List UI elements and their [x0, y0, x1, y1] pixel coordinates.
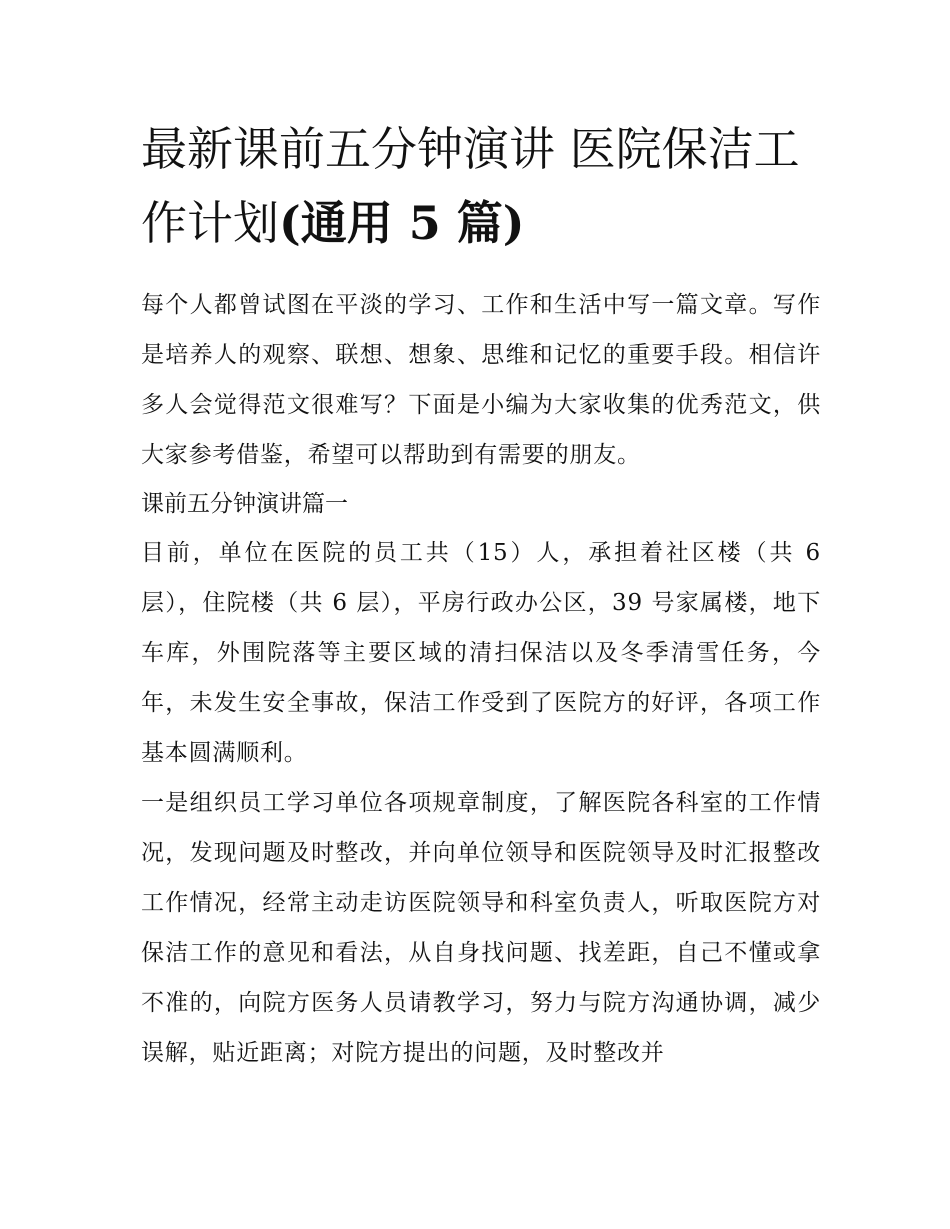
document-title: [141, 112, 821, 260]
intro-paragraph: 每个人都曾试图在平淡的学习、工作和生活中写一篇文章。写作是培养人的观察、联想、想象、思维和记忆的重要手段。相信许多人会觉得范文很难写？下面是小编为大家收集的优秀范文，供大家参考借鉴，希望可以帮助到有需要的朋友。: [141, 292, 821, 468]
section-heading: 课前五分钟演讲篇一: [141, 491, 348, 517]
body-paragraph-1: 目前，单位在医院的员工共（15）人，承担着社区楼（共 6 层），住院楼（共 6 层），平房行政办公区，39 号家属楼，地下车库，外围院落等主要区域的清扫保洁以及冬季清雪任务，今年，未发生安全事故，保洁工作受到了医院方的好评，各项工作基本圆满顺利。: [141, 540, 821, 766]
document-page: [141, 112, 821, 1078]
document-title-main: 最新课前五分钟演讲 医院保洁工作计划: [141, 122, 800, 250]
document-title-suffix: (通用 5 篇): [279, 196, 525, 250]
body-paragraph-2: 一是组织员工学习单位各项规章制度，了解医院各科室的工作情况，发现问题及时整改，并向单位领导和医院领导及时汇报整改工作情况，经常主动走访医院领导和科室负责人，听取医院方对保洁工作的意见和看法，从自身找问题、找差距，自己不懂或拿不准的，向院方医务人员请教学习，努力与院方沟通协调，减少误解，贴近距离；对院方提出的问题，及时整改并: [141, 790, 821, 1066]
